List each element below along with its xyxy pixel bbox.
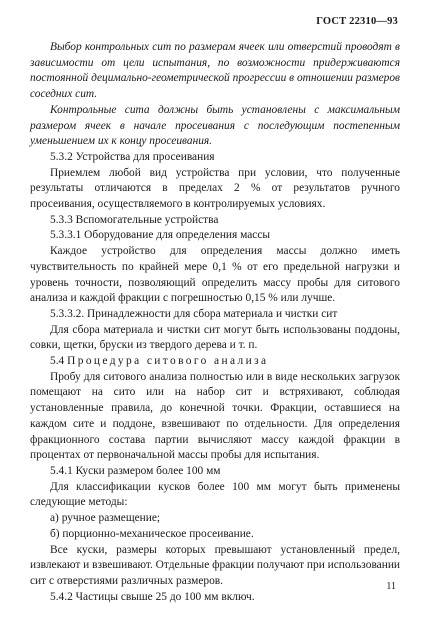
list-item-b: б) порционно-механическое просеивание.: [50, 527, 254, 540]
page-number: 11: [386, 581, 396, 592]
paragraph-5-3-2: Приемлем любой вид устройства при условии, что полученные результаты отличаются в пределах 2 % от результатов ручного просеивания, осуществляемого в контролируемых условиях.: [30, 166, 400, 211]
paragraph-5-3-3-1: Каждое устройство для определения массы должно иметь чувствительность по крайней мере 0,1 % от его предельной нагрузки и уровень точности, позволяющий определить массу пробы для ситового анализа и каждой фракции с погрешностью 0,15 % или лучше.: [30, 245, 400, 305]
list-item-a: а) ручное размещение;: [50, 512, 161, 525]
paragraph-5-4-1: Для классификации кусков более 100 мм могут быть применены следующие методы:: [30, 480, 400, 509]
heading-5-3-3-1: 5.3.3.1 Оборудование для определения массы: [50, 229, 271, 242]
heading-5-4-2: 5.4.2 Частицы свыше 25 до 100 мм включ.: [50, 590, 255, 603]
heading-5-4: [30, 354, 400, 370]
heading-5-4-title: Процедура ситового анализа: [67, 355, 269, 368]
paragraph-sieve-order: Контрольные сита должны быть установлены с максимальным размером ячеек в начале просеивания с последующим постепенным уменьшением их к концу просеивания.: [30, 103, 400, 148]
heading-5-3-2: 5.3.2 Устройства для просеивания: [50, 150, 215, 163]
paragraph-sieve-selection: Выбор контрольных сит по размерам ячеек или отверстий проводят в зависимости от цели испытания, по возможности придерживаются постоянной децимально-геометрической прогрессии в отношении размеров соседних сит.: [30, 41, 400, 101]
paragraph-oversize-pieces: Все куски, размеры которых превышают установленный предел, извлекают и взвешивают. Отдельные фракции получают при использовании сит с отверстиями различных размеров.: [30, 543, 401, 587]
heading-5-4-number: 5.4: [50, 355, 65, 368]
standard-number: ГОСТ 22310—93: [316, 16, 398, 27]
heading-5-3-3: 5.3.3 Вспомогательные устройства: [50, 213, 219, 226]
paragraph-5-4: Пробу для ситового анализа полностью или в виде нескольких загрузок помещают на сито или на набор сит и встряхивают, соблюдая установленные правила, до конечной точки. Фракции, оставшиеся на каждом сите и поддоне, взвешивают по отдельности. Для определения фракционного состава партии вычисляют массу каждой фракции в процентах от первоначальной массы пробы для испытания.: [30, 370, 400, 462]
page-body: [30, 40, 400, 605]
heading-5-4-1: 5.4.1 Куски размером более 100 мм: [50, 464, 221, 477]
heading-5-3-3-2: 5.3.3.2. Принадлежности для сбора материала и чистки сит: [50, 307, 338, 320]
paragraph-5-3-3-2: Для сбора материала и чистки сит могут быть использованы поддоны, совки, щетки, бруски из твердого дерева и т. п.: [30, 323, 400, 352]
